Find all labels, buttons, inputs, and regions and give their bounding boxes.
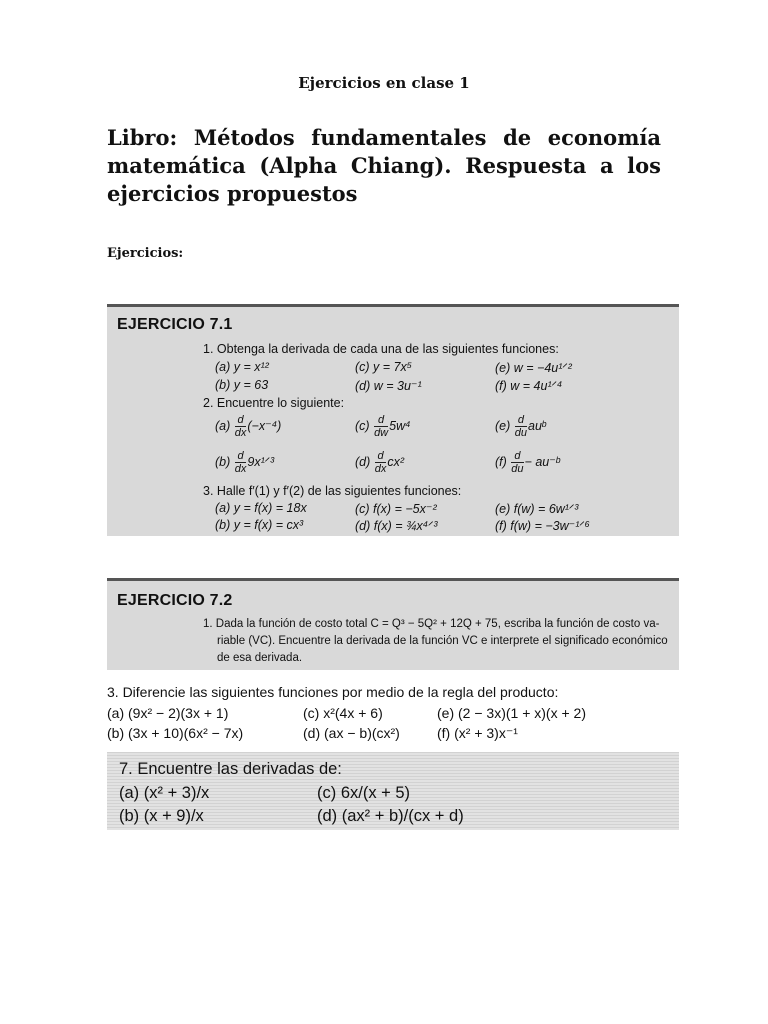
product-rule-panel	[107, 682, 679, 746]
q1-item-f: (f) w = 4u¹ᐟ⁴	[495, 379, 563, 393]
q3-item-b: (b) y = f(x) = cx³	[215, 518, 304, 532]
quot-item-d: (d) (ax² + b)/(cx + d)	[317, 807, 464, 825]
panel-divider	[107, 304, 679, 307]
question-2-prompt: 2. Encuentre lo siguiente:	[203, 396, 345, 410]
q1-line-2: riable (VC). Encuentre la derivada de la función VC e interprete el significado económico	[217, 635, 668, 647]
prod-item-a: (a) (9x² − 2)(3x + 1)	[107, 705, 229, 721]
exercise-7-2-panel	[107, 578, 679, 670]
q1-line-3: de esa derivada.	[217, 652, 303, 664]
q3-item-e: (e) f(w) = 6w¹ᐟ³	[495, 502, 579, 516]
q1-item-e: (e) w = −4u¹ᐟ²	[495, 361, 572, 375]
q1-item-b: (b) y = 63	[215, 378, 269, 392]
exercise-7-1-panel	[107, 304, 679, 536]
quot-item-c: (c) 6x/(x + 5)	[317, 784, 411, 802]
prod-item-c: (c) x²(4x + 6)	[303, 705, 383, 721]
exercise-title: EJERCICIO 7.2	[117, 592, 233, 609]
q2-item-c: (c) $\frac{d}{dw}$ 5w⁴	[355, 414, 411, 439]
prod-item-e: (e) (2 − 3x)(1 + x)(x + 2)	[437, 705, 586, 721]
prod-item-b: (b) (3x + 10)(6x² − 7x)	[107, 725, 244, 741]
q3-item-c: (c) f(x) = −5x⁻²	[355, 502, 437, 516]
quotient-panel	[107, 752, 679, 830]
q3-item-d: (d) f(x) = ¾x⁴ᐟ³	[355, 519, 438, 533]
q3-item-a: (a) y = f(x) = 18x	[215, 501, 307, 515]
quot-item-a: (a) (x² + 3)/x	[119, 784, 210, 802]
question-1-prompt: 1. Obtenga la derivada de cada una de las siguientes funciones:	[203, 342, 559, 356]
prod-item-f: (f) (x² + 3)x⁻¹	[437, 725, 518, 741]
q1-item-a: (a) y = x¹²	[215, 360, 269, 374]
exercise-title: EJERCICIO 7.1	[117, 316, 233, 333]
question-3-prompt: 3. Halle f′(1) y f′(2) de las siguientes funciones:	[203, 484, 462, 498]
prod-item-d: (d) (ax − b)(cx²)	[303, 725, 400, 741]
quotient-prompt: 7. Encuentre las derivadas de:	[119, 760, 342, 778]
q3-item-f: (f) f(w) = −3w⁻¹ᐟ⁶	[495, 519, 590, 533]
q2-item-e: (e) $\frac{d}{du}$ auᵇ	[495, 414, 546, 439]
page-subtitle: Ejercicios en clase 1	[298, 74, 470, 92]
page-title: Libro: Métodos fundamentales de economía matemática (Alpha Chiang). Respuesta a los ejercicios propuestos	[107, 125, 661, 206]
product-rule-prompt: 3. Diferencie las siguientes funciones por medio de la regla del producto:	[107, 684, 559, 700]
quot-item-b: (b) (x + 9)/x	[119, 807, 204, 825]
section-label: Ejercicios:	[107, 246, 184, 261]
q2-item-f: (f) $\frac{d}{du}$ − au⁻ᵇ	[495, 450, 560, 475]
q1-item-d: (d) w = 3u⁻¹	[355, 379, 422, 393]
q2-item-a: (a) $\frac{d}{dx}$ (−x⁻⁴)	[215, 414, 282, 439]
q1-item-c: (c) y = 7x⁵	[355, 360, 413, 374]
q2-item-d: (d) $\frac{d}{dx}$ cx²	[355, 450, 405, 475]
q2-item-b: (b) $\frac{d}{dx}$ 9x¹ᐟ³	[215, 450, 275, 475]
panel-divider	[107, 578, 679, 581]
q1-line-1: 1. Dada la función de costo total C = Q³ − 5Q² + 12Q + 75, escriba la función de costo va-	[203, 618, 660, 630]
